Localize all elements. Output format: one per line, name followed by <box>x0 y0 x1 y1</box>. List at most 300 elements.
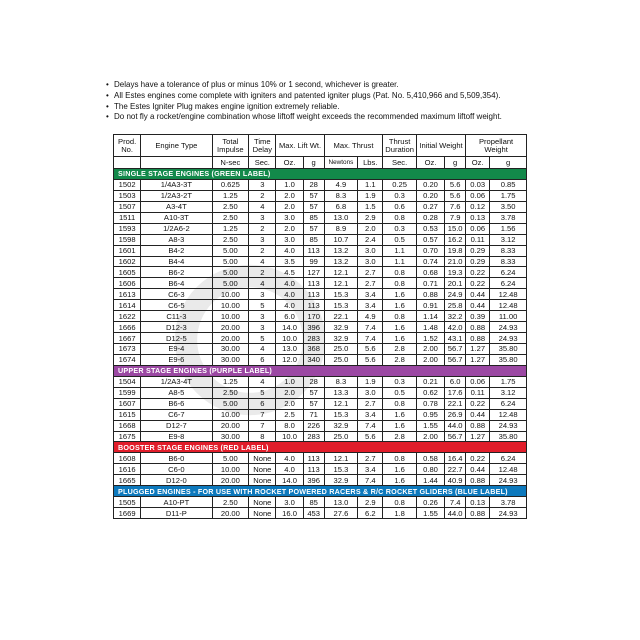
cell-engine-type: A10-3T <box>141 212 212 223</box>
cell-lift-g: 396 <box>303 322 324 333</box>
cell-time-delay: 4 <box>249 201 276 212</box>
cell-time-delay: 3 <box>249 212 276 223</box>
unit-lift-oz: Oz. <box>276 157 303 169</box>
cell-init-g: 42.0 <box>445 322 466 333</box>
cell-duration: 0.6 <box>383 201 417 212</box>
cell-thrust-lbs: 7.4 <box>358 420 383 431</box>
cell-lift-oz: 4.0 <box>276 300 303 311</box>
col-prod-no: Prod. No. <box>114 135 141 157</box>
cell-thrust-n: 12.1 <box>324 453 358 464</box>
cell-duration: 0.3 <box>383 376 417 387</box>
col-total-impulse: Total Impulse <box>212 135 249 157</box>
cell-prod-no: 1601 <box>114 245 141 256</box>
cell-init-g: 15.0 <box>445 223 466 234</box>
cell-thrust-n: 32.9 <box>324 333 358 344</box>
cell-thrust-lbs: 1.5 <box>358 201 383 212</box>
cell-thrust-lbs: 5.6 <box>358 344 383 355</box>
cell-time-delay: 6 <box>249 354 276 365</box>
cell-init-g: 7.9 <box>445 212 466 223</box>
cell-lift-g: 283 <box>303 431 324 442</box>
cell-time-delay: 2 <box>249 245 276 256</box>
cell-lift-g: 113 <box>303 289 324 300</box>
cell-total-impulse: 0.625 <box>212 179 249 190</box>
cell-lift-oz: 1.0 <box>276 179 303 190</box>
cell-init-g: 5.6 <box>445 179 466 190</box>
cell-prod-no: 1505 <box>114 497 141 508</box>
cell-engine-type: A8-5 <box>141 387 212 398</box>
cell-engine-type: B6-2 <box>141 267 212 278</box>
cell-thrust-n: 15.3 <box>324 300 358 311</box>
cell-duration: 1.6 <box>383 333 417 344</box>
cell-prop-oz: 0.03 <box>466 179 490 190</box>
cell-engine-type: C6-5 <box>141 300 212 311</box>
table-row <box>114 344 527 355</box>
cell-prop-g: 8.33 <box>490 245 527 256</box>
cell-lift-oz: 3.0 <box>276 497 303 508</box>
table-row <box>114 190 527 201</box>
cell-lift-oz: 4.5 <box>276 267 303 278</box>
cell-duration: 0.8 <box>383 267 417 278</box>
cell-prop-g: 1.75 <box>490 376 527 387</box>
cell-duration: 1.6 <box>383 322 417 333</box>
cell-prop-oz: 0.06 <box>466 190 490 201</box>
unit-lift-g: g <box>303 157 324 169</box>
cell-prop-oz: 0.13 <box>466 497 490 508</box>
cell-prop-oz: 0.44 <box>466 300 490 311</box>
cell-thrust-lbs: 3.4 <box>358 289 383 300</box>
cell-lift-g: 113 <box>303 464 324 475</box>
cell-lift-oz: 2.0 <box>276 201 303 212</box>
cell-engine-type: D11-P <box>141 508 212 519</box>
cell-thrust-n: 22.1 <box>324 311 358 322</box>
col-thrust-duration: Thrust Duration <box>383 135 417 157</box>
cell-engine-type: C6-7 <box>141 409 212 420</box>
cell-prop-g: 12.48 <box>490 289 527 300</box>
cell-prop-oz: 0.39 <box>466 311 490 322</box>
cell-prod-no: 1605 <box>114 267 141 278</box>
cell-lift-g: 127 <box>303 267 324 278</box>
cell-prop-g: 3.78 <box>490 497 527 508</box>
cell-total-impulse: 5.00 <box>212 245 249 256</box>
cell-init-oz: 0.26 <box>416 497 444 508</box>
cell-duration: 0.8 <box>383 311 417 322</box>
cell-lift-oz: 14.0 <box>276 322 303 333</box>
cell-init-oz: 0.71 <box>416 278 444 289</box>
cell-init-oz: 0.70 <box>416 245 444 256</box>
col-propellant-weight: Propellant Weight <box>466 135 527 157</box>
cell-prop-g: 3.12 <box>490 234 527 245</box>
note-item: • The Estes Igniter Plug makes engine ignition extremely reliable. <box>106 102 546 113</box>
cell-prop-oz: 0.22 <box>466 453 490 464</box>
cell-total-impulse: 2.50 <box>212 497 249 508</box>
cell-thrust-lbs: 3.0 <box>358 256 383 267</box>
cell-lift-g: 57 <box>303 387 324 398</box>
cell-lift-oz: 2.0 <box>276 398 303 409</box>
unit-prop-g: g <box>490 157 527 169</box>
cell-time-delay: 2 <box>249 223 276 234</box>
cell-init-oz: 0.80 <box>416 464 444 475</box>
cell-total-impulse: 5.00 <box>212 398 249 409</box>
table-row <box>114 376 527 387</box>
cell-time-delay: 4 <box>249 256 276 267</box>
cell-lift-oz: 12.0 <box>276 354 303 365</box>
cell-init-g: 24.9 <box>445 289 466 300</box>
cell-init-oz: 0.62 <box>416 387 444 398</box>
cell-engine-type: D12-3 <box>141 322 212 333</box>
cell-init-g: 26.9 <box>445 409 466 420</box>
table-row <box>114 212 527 223</box>
cell-init-g: 22.7 <box>445 464 466 475</box>
cell-total-impulse: 5.00 <box>212 267 249 278</box>
units-blank <box>141 157 212 169</box>
cell-prod-no: 1606 <box>114 278 141 289</box>
cell-prop-oz: 0.88 <box>466 333 490 344</box>
cell-total-impulse: 2.50 <box>212 234 249 245</box>
cell-total-impulse: 10.00 <box>212 289 249 300</box>
cell-prod-no: 1622 <box>114 311 141 322</box>
cell-thrust-n: 32.9 <box>324 420 358 431</box>
cell-thrust-lbs: 2.9 <box>358 497 383 508</box>
cell-lift-g: 57 <box>303 201 324 212</box>
cell-time-delay: None <box>249 497 276 508</box>
cell-total-impulse: 10.00 <box>212 409 249 420</box>
cell-lift-oz: 8.0 <box>276 420 303 431</box>
cell-prod-no: 1616 <box>114 464 141 475</box>
cell-lift-g: 283 <box>303 333 324 344</box>
unit-duration: Sec. <box>383 157 417 169</box>
cell-thrust-n: 25.0 <box>324 431 358 442</box>
cell-lift-oz: 13.0 <box>276 344 303 355</box>
cell-prod-no: 1507 <box>114 201 141 212</box>
cell-init-oz: 2.00 <box>416 344 444 355</box>
cell-lift-oz: 3.0 <box>276 212 303 223</box>
cell-engine-type: E9-6 <box>141 354 212 365</box>
cell-total-impulse: 20.00 <box>212 322 249 333</box>
cell-engine-type: E9-4 <box>141 344 212 355</box>
cell-prop-g: 1.75 <box>490 190 527 201</box>
cell-init-g: 32.2 <box>445 311 466 322</box>
cell-thrust-n: 13.2 <box>324 256 358 267</box>
cell-thrust-n: 12.1 <box>324 398 358 409</box>
cell-time-delay: 4 <box>249 278 276 289</box>
cell-engine-type: D12-5 <box>141 333 212 344</box>
cell-prod-no: 1666 <box>114 322 141 333</box>
cell-lift-g: 28 <box>303 376 324 387</box>
cell-duration: 1.6 <box>383 300 417 311</box>
cell-total-impulse: 10.00 <box>212 300 249 311</box>
unit-prop-oz: Oz. <box>466 157 490 169</box>
cell-prod-no: 1602 <box>114 256 141 267</box>
cell-prod-no: 1608 <box>114 453 141 464</box>
cell-init-oz: 0.68 <box>416 267 444 278</box>
section-header-row <box>114 486 527 497</box>
cell-lift-oz: 4.0 <box>276 453 303 464</box>
cell-prop-oz: 0.29 <box>466 245 490 256</box>
cell-lift-g: 113 <box>303 245 324 256</box>
cell-thrust-n: 12.1 <box>324 278 358 289</box>
cell-duration: 0.8 <box>383 212 417 223</box>
cell-time-delay: 5 <box>249 333 276 344</box>
cell-prop-g: 12.48 <box>490 464 527 475</box>
table-row <box>114 453 527 464</box>
cell-lift-g: 113 <box>303 453 324 464</box>
table-row <box>114 179 527 190</box>
cell-duration: 0.5 <box>383 387 417 398</box>
cell-thrust-lbs: 7.4 <box>358 333 383 344</box>
cell-prop-g: 24.93 <box>490 420 527 431</box>
section-title: UPPER STAGE ENGINES (PURPLE LABEL) <box>114 365 527 376</box>
cell-engine-type: D12-7 <box>141 420 212 431</box>
cell-thrust-n: 15.3 <box>324 289 358 300</box>
cell-thrust-n: 12.1 <box>324 267 358 278</box>
cell-total-impulse: 2.50 <box>212 212 249 223</box>
cell-prop-oz: 0.11 <box>466 387 490 398</box>
cell-init-g: 19.3 <box>445 267 466 278</box>
cell-duration: 2.8 <box>383 354 417 365</box>
cell-total-impulse: 1.25 <box>212 223 249 234</box>
cell-init-oz: 0.20 <box>416 190 444 201</box>
section-header-row <box>114 442 527 453</box>
col-max-thrust: Max. Thrust <box>324 135 383 157</box>
cell-init-g: 5.6 <box>445 190 466 201</box>
table-row <box>114 398 527 409</box>
cell-thrust-lbs: 2.4 <box>358 234 383 245</box>
cell-thrust-n: 4.9 <box>324 179 358 190</box>
table-header-row <box>114 135 527 157</box>
cell-prop-oz: 1.27 <box>466 431 490 442</box>
table-row <box>114 256 527 267</box>
unit-thrust-n: Newtons <box>324 157 358 169</box>
cell-lift-g: 85 <box>303 212 324 223</box>
cell-thrust-lbs: 7.4 <box>358 475 383 486</box>
cell-total-impulse: 10.00 <box>212 464 249 475</box>
cell-prod-no: 1607 <box>114 398 141 409</box>
cell-init-oz: 2.00 <box>416 354 444 365</box>
cell-engine-type: 1/2A3-2T <box>141 190 212 201</box>
cell-engine-type: 1/2A3-4T <box>141 376 212 387</box>
cell-duration: 1.8 <box>383 508 417 519</box>
table-row <box>114 223 527 234</box>
cell-init-oz: 1.14 <box>416 311 444 322</box>
cell-thrust-n: 32.9 <box>324 475 358 486</box>
table-row <box>114 497 527 508</box>
notes-list <box>106 80 546 123</box>
cell-engine-type: 1/2A6-2 <box>141 223 212 234</box>
cell-prop-oz: 0.06 <box>466 223 490 234</box>
cell-prop-oz: 0.44 <box>466 289 490 300</box>
cell-thrust-lbs: 5.6 <box>358 354 383 365</box>
cell-prop-g: 24.93 <box>490 322 527 333</box>
table-row <box>114 409 527 420</box>
cell-thrust-lbs: 4.9 <box>358 311 383 322</box>
note-item: • Delays have a tolerance of plus or minus 10% or 1 second, whichever is greater. <box>106 80 546 91</box>
cell-thrust-lbs: 1.1 <box>358 179 383 190</box>
cell-engine-type: 1/4A3-3T <box>141 179 212 190</box>
cell-thrust-n: 27.6 <box>324 508 358 519</box>
cell-prop-oz: 1.27 <box>466 354 490 365</box>
cell-lift-oz: 4.0 <box>276 289 303 300</box>
cell-prop-oz: 0.22 <box>466 278 490 289</box>
cell-prop-oz: 0.44 <box>466 464 490 475</box>
section-title: SINGLE STAGE ENGINES (GREEN LABEL) <box>114 169 527 180</box>
cell-prod-no: 1504 <box>114 376 141 387</box>
table-row <box>114 278 527 289</box>
cell-thrust-lbs: 2.7 <box>358 398 383 409</box>
cell-total-impulse: 5.00 <box>212 453 249 464</box>
cell-lift-g: 71 <box>303 409 324 420</box>
cell-time-delay: 4 <box>249 344 276 355</box>
col-max-lift: Max. Lift Wt. <box>276 135 324 157</box>
cell-engine-type: E9-8 <box>141 431 212 442</box>
cell-total-impulse: 5.00 <box>212 256 249 267</box>
cell-total-impulse: 1.25 <box>212 190 249 201</box>
cell-lift-g: 57 <box>303 190 324 201</box>
col-engine-type: Engine Type <box>141 135 212 157</box>
cell-prod-no: 1669 <box>114 508 141 519</box>
cell-engine-type: C6-3 <box>141 289 212 300</box>
cell-thrust-n: 6.8 <box>324 201 358 212</box>
cell-duration: 1.6 <box>383 420 417 431</box>
cell-time-delay: 3 <box>249 289 276 300</box>
cell-time-delay: 3 <box>249 179 276 190</box>
cell-prop-oz: 0.06 <box>466 376 490 387</box>
cell-init-oz: 0.58 <box>416 453 444 464</box>
cell-lift-g: 226 <box>303 420 324 431</box>
cell-lift-oz: 1.0 <box>276 376 303 387</box>
table-body <box>114 169 527 519</box>
cell-lift-g: 170 <box>303 311 324 322</box>
cell-init-g: 56.7 <box>445 344 466 355</box>
section-title: BOOSTER STAGE ENGINES (RED LABEL) <box>114 442 527 453</box>
cell-total-impulse: 20.00 <box>212 420 249 431</box>
cell-prod-no: 1614 <box>114 300 141 311</box>
cell-init-g: 16.2 <box>445 234 466 245</box>
cell-init-oz: 0.21 <box>416 376 444 387</box>
cell-prod-no: 1615 <box>114 409 141 420</box>
cell-prod-no: 1674 <box>114 354 141 365</box>
table-row <box>114 289 527 300</box>
cell-prod-no: 1667 <box>114 333 141 344</box>
section-header-row <box>114 365 527 376</box>
cell-lift-g: 57 <box>303 223 324 234</box>
cell-total-impulse: 20.00 <box>212 333 249 344</box>
cell-time-delay: 3 <box>249 311 276 322</box>
cell-duration: 0.8 <box>383 453 417 464</box>
cell-thrust-lbs: 2.9 <box>358 212 383 223</box>
cell-init-g: 56.7 <box>445 354 466 365</box>
cell-thrust-n: 25.0 <box>324 344 358 355</box>
unit-init-g: g <box>445 157 466 169</box>
cell-prop-oz: 0.88 <box>466 420 490 431</box>
cell-time-delay: 8 <box>249 431 276 442</box>
cell-duration: 0.3 <box>383 223 417 234</box>
cell-prop-oz: 0.11 <box>466 234 490 245</box>
cell-time-delay: None <box>249 475 276 486</box>
cell-lift-oz: 10.0 <box>276 431 303 442</box>
cell-duration: 0.5 <box>383 234 417 245</box>
cell-total-impulse: 30.00 <box>212 431 249 442</box>
cell-init-oz: 1.52 <box>416 333 444 344</box>
cell-duration: 1.6 <box>383 289 417 300</box>
cell-prod-no: 1673 <box>114 344 141 355</box>
cell-time-delay: 6 <box>249 398 276 409</box>
cell-engine-type: C11-3 <box>141 311 212 322</box>
cell-prop-oz: 0.29 <box>466 256 490 267</box>
cell-prop-oz: 0.88 <box>466 322 490 333</box>
cell-thrust-lbs: 7.4 <box>358 322 383 333</box>
cell-init-g: 20.1 <box>445 278 466 289</box>
cell-engine-type: D12-0 <box>141 475 212 486</box>
cell-thrust-lbs: 1.9 <box>358 190 383 201</box>
cell-prop-oz: 0.88 <box>466 475 490 486</box>
table-row <box>114 322 527 333</box>
cell-prop-g: 24.93 <box>490 333 527 344</box>
cell-thrust-n: 8.9 <box>324 223 358 234</box>
cell-time-delay: None <box>249 464 276 475</box>
cell-prop-oz: 1.27 <box>466 344 490 355</box>
cell-engine-type: B6-6 <box>141 398 212 409</box>
cell-prop-g: 11.00 <box>490 311 527 322</box>
cell-thrust-n: 13.0 <box>324 497 358 508</box>
cell-init-g: 22.1 <box>445 398 466 409</box>
engine-spec-table <box>113 134 527 519</box>
cell-init-g: 40.9 <box>445 475 466 486</box>
cell-prod-no: 1665 <box>114 475 141 486</box>
cell-time-delay: 7 <box>249 409 276 420</box>
cell-total-impulse: 1.25 <box>212 376 249 387</box>
cell-lift-g: 368 <box>303 344 324 355</box>
cell-init-g: 6.0 <box>445 376 466 387</box>
cell-prop-g: 3.50 <box>490 201 527 212</box>
cell-duration: 0.3 <box>383 190 417 201</box>
cell-init-g: 43.1 <box>445 333 466 344</box>
table-row <box>114 333 527 344</box>
cell-init-oz: 0.88 <box>416 289 444 300</box>
cell-prop-g: 12.48 <box>490 300 527 311</box>
cell-prop-g: 35.80 <box>490 354 527 365</box>
cell-lift-oz: 2.0 <box>276 223 303 234</box>
cell-engine-type: A8-3 <box>141 234 212 245</box>
table-row <box>114 354 527 365</box>
cell-init-oz: 0.95 <box>416 409 444 420</box>
cell-engine-type: C6-0 <box>141 464 212 475</box>
cell-thrust-lbs: 1.9 <box>358 376 383 387</box>
table-row <box>114 201 527 212</box>
cell-lift-oz: 6.0 <box>276 311 303 322</box>
cell-engine-type: B4-4 <box>141 256 212 267</box>
unit-init-oz: Oz. <box>416 157 444 169</box>
cell-thrust-n: 10.7 <box>324 234 358 245</box>
cell-prod-no: 1598 <box>114 234 141 245</box>
col-time-delay: Time Delay <box>249 135 276 157</box>
cell-init-g: 21.0 <box>445 256 466 267</box>
cell-duration: 0.8 <box>383 398 417 409</box>
cell-prod-no: 1503 <box>114 190 141 201</box>
cell-time-delay: 2 <box>249 267 276 278</box>
cell-duration: 0.25 <box>383 179 417 190</box>
table-row <box>114 420 527 431</box>
cell-init-g: 44.0 <box>445 420 466 431</box>
cell-init-oz: 0.78 <box>416 398 444 409</box>
cell-prod-no: 1593 <box>114 223 141 234</box>
cell-engine-type: B4-2 <box>141 245 212 256</box>
table-row <box>114 245 527 256</box>
cell-time-delay: 2 <box>249 190 276 201</box>
cell-duration: 1.1 <box>383 256 417 267</box>
cell-lift-oz: 4.0 <box>276 245 303 256</box>
cell-init-oz: 2.00 <box>416 431 444 442</box>
cell-total-impulse: 20.00 <box>212 475 249 486</box>
